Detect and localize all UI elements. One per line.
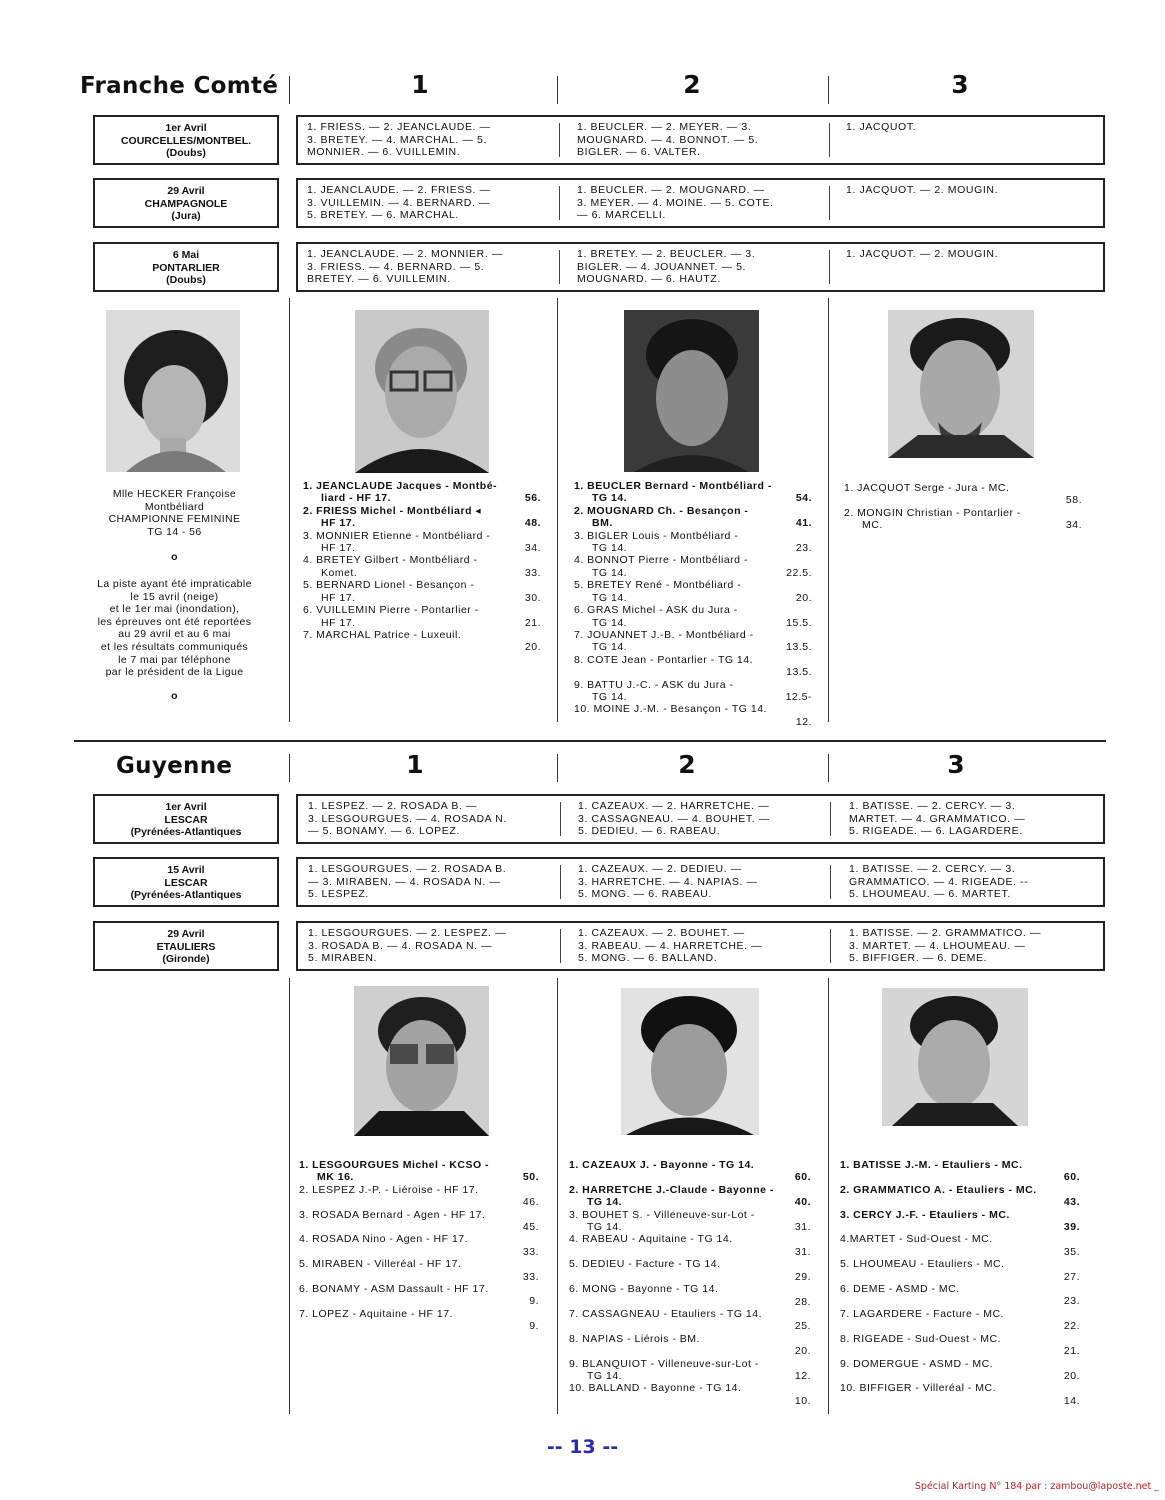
standings-entry-name: 10. BIFFIGER - Villeréal - MC.: [840, 1382, 997, 1395]
standings-entry-points: 22.: [1063, 1320, 1080, 1333]
results-class-3: 1. BATISSE. — 2. CERCY. — 3. MARTET. — 4. GRAMMATICO. — 5. RIGEADE. — 6. LAGARDERE.: [849, 800, 1026, 837]
standings-entry-points: 35.: [1063, 1245, 1080, 1258]
results-class-2: 1. BRETEY. — 2. BEUCLER. — 3. BIGLER. — 4. JOUANNET. — 5. MOUGNARD. — 6. HAUTZ.: [577, 248, 756, 285]
column-divider: [557, 298, 558, 722]
standings-entry-name: 2. MONGIN Christian - Pontarlier -: [844, 506, 1021, 519]
standings-class-3: [844, 482, 1082, 532]
standings-entry-name: 7. CASSAGNEAU - Etauliers - TG 14.: [569, 1307, 763, 1320]
standings-entry-name: 4. BONNOT Pierre - Montbéliard -: [574, 554, 748, 567]
standings-entry-name: 1. JEANCLAUDE Jacques - Montbé-: [303, 480, 498, 492]
standings-entry-detail: HF 17.: [321, 517, 356, 530]
standings-entry-name: 2. FRIESS Michel - Montbéliard ◂: [303, 504, 482, 517]
portrait-photo-batisse: [882, 988, 1028, 1126]
footer-credit: Spécial Karting N° 184 par : zambou@laposte.net _: [914, 1481, 1159, 1492]
standings-entry-name: 2. MOUGNARD Ch. - Besançon -: [574, 504, 749, 517]
standings-entry: [840, 1358, 1080, 1383]
standings-entry: [840, 1333, 1080, 1358]
standings-entry-name: 8. RIGEADE - Sud-Ouest - MC.: [840, 1332, 1002, 1345]
standings-entry: [303, 530, 541, 555]
standings-entry-detail: HF 17.: [321, 542, 356, 555]
standings-entry: [574, 604, 812, 629]
standings-entry-points: 20.: [795, 591, 812, 604]
standings-entry: [840, 1233, 1080, 1258]
standings-entry-name: 6. GRAS Michel - ASK du Jura -: [574, 604, 738, 617]
standings-entry: [574, 480, 812, 505]
column-number-3: 3: [947, 750, 965, 779]
standings-entry-points: 54.: [795, 492, 812, 505]
standings-entry-detail: TG 14.: [592, 616, 628, 629]
divider: [557, 754, 558, 782]
standings-entry-name: 1. CAZEAUX J. - Bayonne - TG 14.: [569, 1159, 755, 1171]
standings-entry-points: 31.: [794, 1221, 811, 1234]
portrait-photo-jacquot: [888, 310, 1034, 458]
portrait-photo-beucler: [624, 310, 759, 472]
race-date-box: 1er Avril LESCAR (Pyrénées-Atlantiques: [93, 794, 279, 844]
portrait-photo-jeanclaude: [355, 310, 489, 473]
standings-entry-name: 7. MARCHAL Patrice - Luxeuil.: [303, 628, 462, 641]
standings-entry-name: 7. JOUANNET J.-B. - Montbéliard -: [574, 628, 754, 641]
region-title-guyenne: Guyenne: [116, 753, 233, 779]
column-divider: [289, 298, 290, 722]
results-class-2: 1. CAZEAUX. — 2. HARRETCHE. — 3. CASSAGNEAU. — 4. BOUHET. — 5. DEDIEU. — 6. RABEAU.: [578, 800, 770, 837]
standings-entry-detail: MK 16.: [317, 1171, 354, 1184]
standings-entry: [574, 654, 812, 679]
standings-entry: [574, 554, 812, 579]
race-results-box: [296, 857, 1105, 907]
standings-entry-name: 3. BOUHET S. - Villeneuve-sur-Lot -: [569, 1208, 755, 1221]
standings-entry: [299, 1258, 539, 1283]
standings-entry: [299, 1209, 539, 1234]
standings-entry-name: 3. ROSADA Bernard - Agen - HF 17.: [299, 1208, 486, 1221]
standings-entry-points: 33.: [524, 566, 541, 579]
standings-entry-points: 22.5.: [786, 566, 812, 579]
divider: [828, 754, 829, 782]
standings-entry-detail: HF 17.: [321, 616, 356, 629]
standings-entry-name: 5. BRETEY René - Montbéliard -: [574, 579, 742, 592]
standings-entry: [303, 604, 541, 629]
standings-entry-name: 9. DOMERGUE - ASMD - MC.: [840, 1357, 994, 1370]
standings-entry-points: 28.: [794, 1295, 811, 1308]
section-divider: [74, 740, 1106, 742]
standings-entry: [840, 1308, 1080, 1333]
results-class-1: 1. FRIESS. — 2. JEANCLAUDE. — 3. BRETEY. — 4. MARCHAL. — 5. MONNIER. — 6. VUILLEMIN.: [307, 121, 491, 158]
standings-entry-name: 8. COTE Jean - Pontarlier - TG 14.: [574, 653, 754, 666]
standings-entry-name: 10. MOINE J.-M. - Besançon - TG 14.: [574, 703, 767, 716]
standings-entry: [574, 679, 812, 704]
standings-entry-detail: TG 14.: [592, 691, 628, 704]
standings-entry: [840, 1209, 1080, 1234]
standings-entry-points: 60.: [794, 1171, 811, 1184]
standings-entry-name: 2. GRAMMATICO A. - Etauliers - MC.: [840, 1183, 1037, 1196]
standings-entry: [569, 1333, 811, 1358]
standings-entry-name: 10. BALLAND - Bayonne - TG 14.: [569, 1382, 742, 1395]
standings-entry: [569, 1382, 811, 1407]
portrait-photo-lesgourgues: [354, 986, 489, 1136]
standings-entry: [574, 629, 812, 654]
standings-entry-name: 4. RABEAU - Aquitaine - TG 14.: [569, 1233, 733, 1246]
standings-entry-detail: Komet.: [321, 566, 358, 579]
standings-entry-name: 3. MONNIER Etienne - Montbéliard -: [303, 529, 491, 542]
standings-entry-name: 4. ROSADA Nino - Agen - HF 17.: [299, 1233, 469, 1246]
standings-entry-points: 15.5.: [786, 616, 812, 629]
standings-entry-name: 4. BRETEY Gilbert - Montbéliard -: [303, 554, 478, 567]
standings-entry-detail: TG 14.: [592, 492, 628, 505]
standings-entry: [844, 507, 1082, 532]
column-divider: [828, 978, 829, 1414]
standings-entry-name: 9. BLANQUIOT - Villeneuve-sur-Lot -: [569, 1357, 759, 1370]
standings-entry-name: 8. NAPIAS - Liérois - BM.: [569, 1332, 700, 1345]
standings-entry: [569, 1283, 811, 1308]
standings-entry-name: 5. LHOUMEAU - Etauliers - MC.: [840, 1258, 1005, 1271]
standings-entry-points: 12.: [795, 715, 812, 728]
results-class-3: 1. BATISSE. — 2. GRAMMATICO. — 3. MARTET. — 4. LHOUMEAU. — 5. BIFFIGER. — 6. DEME.: [849, 927, 1042, 964]
region-title-franche-comte: Franche Comté: [80, 73, 279, 99]
standings-entry-points: 58.: [1065, 494, 1082, 507]
column-divider: [289, 978, 290, 1414]
standings-entry: [303, 579, 541, 604]
standings-entry: [299, 1233, 539, 1258]
standings-entry-points: 33.: [522, 1270, 539, 1283]
column-number-2: 2: [683, 70, 701, 99]
standings-entry: [574, 530, 812, 555]
standings-entry-points: 33.: [522, 1245, 539, 1258]
race-results-box: [296, 794, 1105, 844]
standings-entry-points: 27.: [1063, 1270, 1080, 1283]
standings-entry-points: 12.: [794, 1369, 811, 1382]
standings-entry: [569, 1233, 811, 1258]
column-number-3: 3: [951, 70, 969, 99]
standings-entry-points: 10.: [794, 1394, 811, 1407]
standings-entry-name: 2. HARRETCHE J.-Claude - Bayonne -: [569, 1183, 774, 1196]
race-date-box: 6 Mai PONTARLIER (Doubs): [93, 242, 279, 292]
standings-entry-points: 25.: [794, 1320, 811, 1333]
standings-entry-points: 31.: [794, 1245, 811, 1258]
standings-entry: [569, 1308, 811, 1333]
results-class-3: 1. JACQUOT. — 2. MOUGIN.: [846, 248, 999, 260]
standings-entry-points: 21.: [1063, 1345, 1080, 1358]
standings-class-3: [840, 1159, 1080, 1407]
standings-entry: [299, 1283, 539, 1308]
page-number: -- 13 --: [546, 1436, 619, 1458]
standings-entry-name: 4.MARTET - Sud-Ouest - MC.: [840, 1233, 993, 1246]
column-number-2: 2: [678, 750, 696, 779]
standings-entry: [303, 505, 541, 530]
standings-entry-detail: HF 17.: [321, 591, 356, 604]
standings-entry-name: 1. JACQUOT Serge - Jura - MC.: [844, 482, 1010, 494]
standings-entry-name: 9. BATTU J.-C. - ASK du Jura -: [574, 678, 734, 691]
standings-entry-points: 40.: [794, 1196, 811, 1209]
standings-entry-name: 3. BIGLER Louis - Montbéliard -: [574, 529, 739, 542]
standings-entry-name: 3. CERCY J.-F. - Etauliers - MC.: [840, 1208, 1010, 1221]
divider: [289, 754, 290, 782]
standings-entry: [299, 1184, 539, 1209]
standings-entry-name: 6. MONG - Bayonne - TG 14.: [569, 1283, 719, 1296]
standings-entry: [574, 505, 812, 530]
results-class-1: 1. JEANCLAUDE. — 2. MONNIER. — 3. FRIESS. — 4. BERNARD. — 5. BRETEY. — 6. VUILLEMIN.: [307, 248, 503, 285]
standings-entry: [303, 480, 541, 505]
standings-entry-detail: MC.: [862, 519, 883, 532]
standings-entry-points: 23.: [1063, 1295, 1080, 1308]
results-class-2: 1. CAZEAUX. — 2. DEDIEU. — 3. HARRETCHE. — 4. NAPIAS. — 5. MONG. — 6. RABEAU.: [578, 863, 758, 900]
standings-entry-points: 29.: [794, 1270, 811, 1283]
standings-entry-name: 2. LESPEZ J.-P. - Liéroise - HF 17.: [299, 1183, 479, 1196]
portrait-photo-cazeaux: [621, 988, 759, 1135]
standings-entry: [840, 1283, 1080, 1308]
portrait-photo-hecker: [106, 310, 240, 472]
race-date-box: 29 Avril ETAULIERS (Gironde): [93, 921, 279, 971]
divider: [289, 76, 290, 104]
standings-entry-detail: TG 14.: [592, 542, 628, 555]
race-results-box: [296, 115, 1105, 165]
standings-entry-name: 5. MIRABEN - Villeréal - HF 17.: [299, 1258, 462, 1271]
standings-entry-points: 9.: [529, 1295, 539, 1308]
standings-entry: [299, 1308, 539, 1333]
standings-entry-points: 23.: [795, 542, 812, 555]
divider: [828, 76, 829, 104]
postponement-note: La piste ayant été impraticable le 15 avril (neige) et le 1er mai (inondation), les épreuves ont été reportées au 29 avril et au 6 mai et les résultats communiqués le 7 mai par téléphone par le président de la Ligue: [97, 578, 252, 679]
results-class-1: 1. LESGOURGUES. — 2. LESPEZ. — 3. ROSADA B. — 4. ROSADA N. — 5. MIRABEN.: [308, 927, 507, 964]
standings-entry-points: 46.: [522, 1196, 539, 1209]
standings-entry-points: 13.5.: [786, 641, 812, 654]
standings-class-2: [574, 480, 812, 728]
standings-entry-points: 43.: [1063, 1196, 1080, 1209]
standings-entry-name: 1. BEUCLER Bernard - Montbéliard -: [574, 480, 772, 492]
standings-entry-points: 20.: [794, 1345, 811, 1358]
standings-entry-name: 7. LAGARDERE - Facture - MC.: [840, 1307, 1004, 1320]
standings-entry-points: 48.: [524, 517, 541, 530]
race-results-box: [296, 178, 1105, 228]
column-number-1: 1: [411, 70, 429, 99]
race-date-box: 29 Avril CHAMPAGNOLE (Jura): [93, 178, 279, 228]
standings-entry-points: 34.: [1065, 519, 1082, 532]
standings-entry-detail: TG 14.: [587, 1221, 623, 1234]
standings-entry-points: 45.: [522, 1221, 539, 1234]
standings-entry: [840, 1258, 1080, 1283]
standings-entry: [569, 1258, 811, 1283]
standings-entry-points: 50.: [522, 1171, 539, 1184]
standings-entry-points: 20.: [1063, 1369, 1080, 1382]
standings-entry-detail: TG 14.: [592, 591, 628, 604]
women-champion-caption: Mlle HECKER Françoise Montbéliard CHAMPIONNE FEMININE TG 14 - 56: [108, 488, 241, 538]
standings-entry-detail: TG 14.: [592, 566, 628, 579]
standings-entry-detail: BM.: [592, 517, 613, 530]
standings-entry-points: 56.: [524, 492, 541, 505]
standings-entry-points: 41.: [795, 517, 812, 530]
standings-entry-points: 9.: [529, 1320, 539, 1333]
standings-entry: [569, 1358, 811, 1383]
race-date-box: 1er Avril COURCELLES/MONTBEL. (Doubs): [93, 115, 279, 165]
standings-entry: [569, 1159, 811, 1184]
standings-entry: [840, 1159, 1080, 1184]
divider: [557, 76, 558, 104]
results-class-1: 1. JEANCLAUDE. — 2. FRIESS. — 3. VUILLEMIN. — 4. BERNARD. — 5. BRETEY. — 6. MARCHAL.: [307, 184, 491, 221]
standings-entry-detail: liard - HF 17.: [321, 492, 392, 505]
standings-entry: [574, 703, 812, 728]
standings-entry-points: 20.: [524, 641, 541, 654]
results-class-3: 1. JACQUOT.: [846, 121, 917, 133]
standings-entry-detail: TG 14.: [587, 1369, 623, 1382]
column-number-1: 1: [406, 750, 424, 779]
standings-entry: [574, 579, 812, 604]
standings-entry-points: 12.5-: [785, 691, 812, 704]
results-class-2: 1. CAZEAUX. — 2. BOUHET. — 3. RABEAU. — 4. HARRETCHE. — 5. MONG. — 6. BALLAND.: [578, 927, 763, 964]
standings-entry-points: 34.: [524, 542, 541, 555]
standings-entry-points: 21.: [524, 616, 541, 629]
results-class-2: 1. BEUCLER. — 2. MEYER. — 3. MOUGNARD. — 4. BONNOT. — 5. BIGLER. — 6. VALTER.: [577, 121, 759, 158]
standings-class-2: [569, 1159, 811, 1407]
standings-entry: [840, 1382, 1080, 1407]
standings-entry: [840, 1184, 1080, 1209]
standings-entry: [303, 554, 541, 579]
standings-entry-points: 14.: [1063, 1394, 1080, 1407]
standings-entry-name: 1. LESGOURGUES Michel - KCSO -: [299, 1159, 490, 1171]
results-class-3: 1. BATISSE. — 2. CERCY. — 3. GRAMMATICO. — 4. RIGEADE. -- 5. LHOUMEAU. — 6. MARTET.: [849, 863, 1029, 900]
standings-entry-name: 5. BERNARD Lionel - Besançon -: [303, 579, 475, 592]
standings-entry: [303, 629, 541, 654]
standings-entry-points: 60.: [1063, 1171, 1080, 1184]
standings-entry-name: 6. VUILLEMIN Pierre - Pontarlier -: [303, 604, 479, 617]
column-divider: [557, 978, 558, 1414]
results-class-3: 1. JACQUOT. — 2. MOUGIN.: [846, 184, 999, 196]
standings-entry: [299, 1159, 539, 1184]
standings-entry-detail: TG 14.: [592, 641, 628, 654]
standings-entry-name: 6. BONAMY - ASM Dassault - HF 17.: [299, 1283, 489, 1296]
column-divider: [828, 298, 829, 722]
standings-entry: [569, 1209, 811, 1234]
results-class-2: 1. BEUCLER. — 2. MOUGNARD. — 3. MEYER. — 4. MOINE. — 5. COTE. — 6. MARCELLI.: [577, 184, 774, 221]
standings-class-1: [303, 480, 541, 654]
standings-entry-points: 30.: [524, 591, 541, 604]
race-date-box: 15 Avril LESCAR (Pyrénées-Atlantiques: [93, 857, 279, 907]
standings-entry-name: 6. DEME - ASMD - MC.: [840, 1283, 960, 1296]
bullet: o: [171, 551, 178, 563]
results-class-1: 1. LESGOURGUES. — 2. ROSADA B. — 3. MIRABEN. — 4. ROSADA N. — 5. LESPEZ.: [308, 863, 507, 900]
race-results-box: [296, 921, 1105, 971]
standings-entry-name: 7. LOPEZ - Aquitaine - HF 17.: [299, 1307, 453, 1320]
bullet: o: [171, 690, 178, 702]
race-results-box: [296, 242, 1105, 292]
standings-entry-name: 1. BATISSE J.-M. - Etauliers - MC.: [840, 1159, 1023, 1171]
standings-entry: [569, 1184, 811, 1209]
standings-class-1: [299, 1159, 539, 1333]
standings-entry-points: 39.: [1063, 1221, 1080, 1234]
standings-entry-points: 13.5.: [786, 666, 812, 679]
standings-entry: [844, 482, 1082, 507]
standings-entry-name: 5. DEDIEU - Facture - TG 14.: [569, 1258, 721, 1271]
results-class-1: 1. LESPEZ. — 2. ROSADA B. — 3. LESGOURGUES. — 4. ROSADA N. — 5. BONAMY. — 6. LOPEZ.: [308, 800, 507, 837]
standings-entry-detail: TG 14.: [587, 1196, 623, 1209]
